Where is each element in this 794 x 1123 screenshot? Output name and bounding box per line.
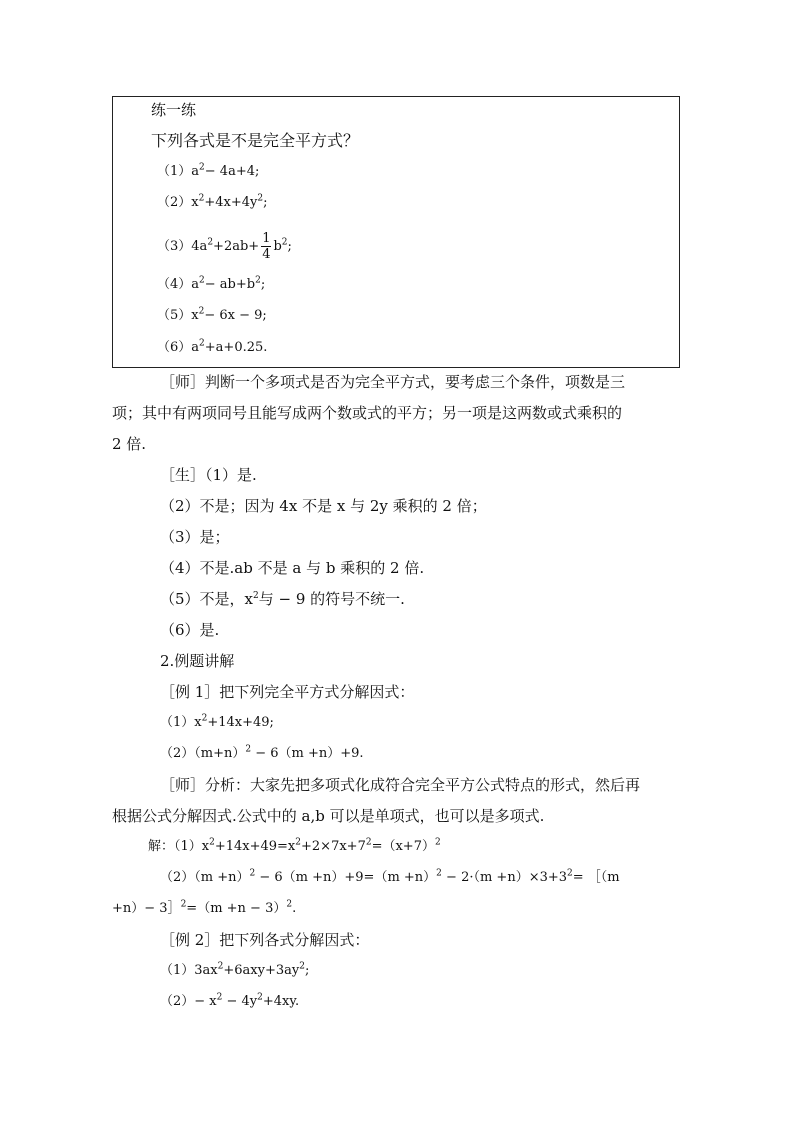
example-1-problem-1: $(1)x^2+14x+49$; <box>160 713 274 730</box>
example-2-problem-1: $(1)3ax^2+6axy+3ay^2$; <box>160 961 310 978</box>
student-answer-3: （3）是； <box>160 528 230 546</box>
example-2-title: ［例 2］把下列各式分解因式： <box>160 931 370 949</box>
teacher-analysis-line-2: 根据公式分解因式.公式中的 a,b 可以是单项式，也可以是多项式. <box>112 807 545 825</box>
solution-line-1: 解：$(1)x^2+14x+49=x^2+2\times 7x+7^2=(x+7)^2$ <box>148 837 441 854</box>
student-answer-2: （2）不是；因为 4x 不是 x 与 2y 乘积的 2 倍； <box>160 497 487 515</box>
practice-title: 练一练 <box>151 101 197 119</box>
practice-item-2: $(2)x^2+4x+4y^2$; <box>157 193 268 210</box>
solution-line-3: +n）− 3］$^2$=（m +n − 3）$^2$. <box>112 899 297 916</box>
practice-item-3: $(3)4a^2+2ab+$ $\frac{1}{4}$ $b^2$; <box>157 231 292 262</box>
practice-item-6: $(6)a^2+a+0.25$. <box>157 338 268 355</box>
student-answer-5: （5）不是，$x^2$与 − 9 的符号不统一. <box>160 590 405 608</box>
example-1-problem-2: $(2)(m+n)^2 - 6(m +n)+9$. <box>160 744 364 761</box>
practice-item-5: $(5)x^2- 6x - 9$; <box>157 306 267 323</box>
example-1-title: ［例 1］把下列完全平方式分解因式： <box>160 683 415 701</box>
example-2-problem-2: $(2)- x^2 - 4y^2+4xy$. <box>160 992 300 1009</box>
section-heading: 2.例题讲解 <box>160 652 235 670</box>
student-answer-1: ［生］（1）是. <box>160 466 257 484</box>
teacher-note-line-2: 项；其中有两项同号且能写成两个数或式的平方；另一项是这两数或式乘积的 <box>112 404 623 422</box>
practice-item-4: $(4)a^2- ab+b^2$; <box>157 275 266 292</box>
practice-box <box>112 96 680 368</box>
student-answer-6: （6）是. <box>160 621 220 639</box>
fraction-one-quarter: $\frac{1}{4}$ <box>262 231 271 262</box>
practice-question: 下列各式是不是完全平方式？ <box>151 131 360 150</box>
teacher-note-line-3: 2 倍. <box>112 435 147 453</box>
solution-line-2: $(2)(m +n)^2 - 6(m +n)+9=(m +n)^2 - 2\cdot(m +n)\times 3+3^2=$ ［（m <box>160 868 620 885</box>
practice-item-1: $(1)a^2- 4a+4$; <box>157 162 260 179</box>
teacher-analysis-line-1: ［师］分析：大家先把多项式化成符合完全平方公式特点的形式，然后再 <box>160 776 641 794</box>
teacher-note-line-1: ［师］判断一个多项式是否为完全平方式，要考虑三个条件，项数是三 <box>160 373 626 391</box>
student-answer-4: （4）不是.ab 不是 a 与 b 乘积的 2 倍. <box>160 559 425 577</box>
